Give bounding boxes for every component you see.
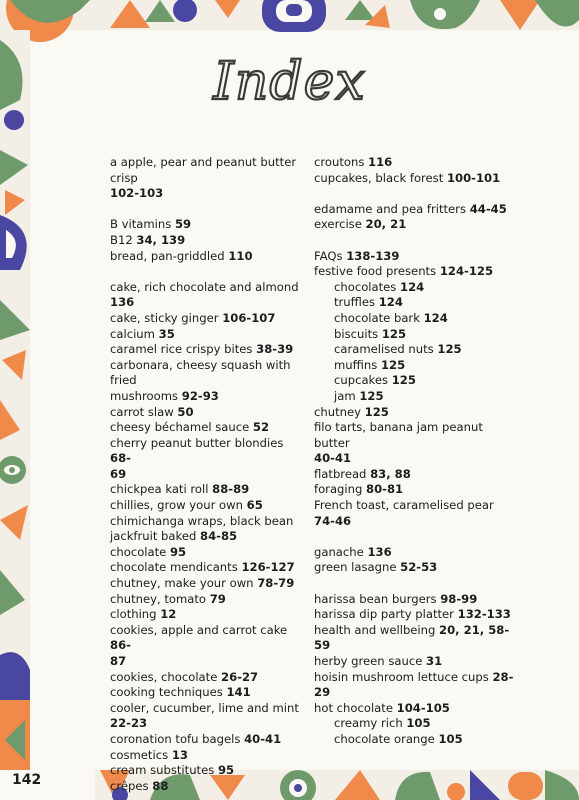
entry-pages: 88 (152, 778, 169, 793)
entry-term: chimichanga wraps, black bean (110, 513, 294, 528)
index-entry (110, 358, 305, 389)
entry-term: chillies, grow your own (110, 498, 247, 513)
entry-term: B12 (110, 232, 137, 247)
entry-gap (110, 202, 305, 218)
entry-term: harissa bean burgers (314, 591, 441, 606)
index-column-left (110, 155, 305, 794)
index-entry (110, 186, 305, 202)
entry-pages: 126-127 (241, 560, 295, 575)
index-entry (314, 405, 514, 421)
entry-term: chocolate bark (334, 310, 424, 325)
entry-pages: 26-27 (221, 669, 259, 684)
index-entry (110, 670, 305, 686)
index-entry (314, 451, 514, 467)
entry-term: hoisin mushroom lettuce cups (314, 669, 493, 684)
entry-pages: 59 (174, 217, 192, 232)
index-entry (314, 327, 514, 343)
index-entry (314, 311, 514, 327)
entry-pages: 79 (209, 591, 226, 606)
entry-term: edamame and pea fritters (314, 201, 470, 216)
entry-pages: 88-89 (212, 482, 250, 497)
entry-term: caramel rice crispy bites (110, 342, 257, 357)
entry-term: B vitamins (110, 217, 175, 232)
entry-term: creamy rich (334, 716, 407, 731)
index-entry (110, 482, 305, 498)
index-entry (314, 623, 514, 654)
index-entry (110, 498, 305, 514)
entry-term: health and wellbeing (314, 622, 440, 637)
entry-pages: 40-41 (244, 731, 282, 746)
entry-pages: 68- (110, 451, 131, 466)
entry-term: festive food presents (314, 264, 440, 279)
entry-term: cake, rich chocolate and almond (110, 279, 299, 294)
entry-pages: 102-103 (110, 186, 164, 201)
index-entry (314, 202, 514, 218)
entry-term: cake, sticky ginger (110, 310, 223, 325)
entry-term: ganache (314, 544, 368, 559)
entry-term: bread, pan-griddled (110, 248, 229, 263)
entry-pages: 125 (381, 326, 407, 341)
entry-term: chickpea kati roll (110, 482, 213, 497)
index-entry (110, 592, 305, 608)
entry-term: exercise (314, 217, 366, 232)
index-entry (314, 358, 514, 374)
entry-pages: 87 (110, 654, 127, 668)
index-entry (110, 389, 305, 405)
index-entry (314, 264, 514, 280)
entry-pages: 125 (364, 404, 389, 419)
index-entry (314, 560, 514, 576)
entry-pages: 105 (438, 731, 463, 746)
entry-pages: 34, 139 (136, 232, 186, 247)
entry-term: truffles (334, 295, 379, 310)
entry-term: green lasagne (314, 560, 401, 575)
entry-term: FAQs (314, 248, 347, 263)
entry-pages: 100-101 (446, 170, 501, 185)
entry-pages: 35 (158, 326, 175, 341)
entry-term: French toast, caramelised pear (314, 498, 494, 513)
index-entry (110, 280, 305, 311)
entry-pages: 138-139 (346, 248, 400, 263)
entry-term: cream substitutes (110, 763, 218, 778)
index-entry (314, 545, 514, 561)
entry-term: herby green sauce (314, 654, 427, 668)
index-entry (110, 436, 305, 467)
entry-term: cooler, cucumber, lime and mint (110, 700, 299, 715)
index-entry (314, 716, 514, 732)
index-entry (314, 701, 514, 717)
entry-pages: 83, 88 (370, 466, 411, 481)
index-entry (314, 670, 514, 686)
entry-pages: 136 (367, 544, 392, 559)
entry-gap (314, 186, 514, 202)
index-entry (314, 654, 514, 670)
entry-pages: 125 (437, 342, 462, 357)
entry-pages: 29 (314, 685, 331, 700)
entry-pages: 124 (378, 295, 403, 310)
index-entry (110, 420, 305, 436)
entry-term: cosmetics (110, 747, 172, 762)
entry-pages: 110 (228, 248, 253, 263)
index-entry (314, 155, 514, 171)
index-entry (110, 529, 305, 545)
entry-term: chocolate mendicants (110, 560, 242, 575)
entry-pages: 104-105 (396, 700, 450, 715)
index-entry (110, 685, 305, 701)
entry-pages: 69 (110, 466, 127, 481)
page-title: Index (213, 52, 366, 112)
entry-term: chutney, tomato (110, 591, 210, 606)
index-entry (314, 498, 514, 514)
entry-pages: 80-81 (366, 482, 404, 497)
index-entry (110, 249, 305, 265)
index-entry (314, 171, 514, 187)
entry-term: flatbread (314, 466, 371, 481)
entry-term: muffins (334, 357, 381, 372)
entry-term: croutons (314, 155, 369, 169)
page-number: 142 (12, 772, 42, 788)
entry-pages: 52 (252, 420, 270, 435)
entry-term: cookies, apple and carrot cake (110, 622, 288, 637)
index-entry (314, 685, 514, 701)
entry-term: a apple, pear and peanut butter crisp (110, 155, 297, 185)
entry-term: cupcakes, black forest (314, 170, 447, 185)
index-entry (110, 342, 305, 358)
entry-pages: 106-107 (222, 310, 276, 325)
index-entry (110, 748, 305, 764)
entry-term: clothing (110, 607, 161, 622)
entry-pages: 132-133 (457, 607, 511, 622)
entry-pages: 65 (246, 498, 263, 513)
index-entry (314, 420, 514, 451)
entry-pages: 124 (423, 310, 448, 325)
index-entry (314, 342, 514, 358)
index-entry (110, 467, 305, 483)
index-entry (110, 763, 305, 779)
entry-pages: 86- (110, 638, 131, 653)
entry-pages: 105 (406, 716, 431, 731)
entry-pages: 38-39 (256, 342, 294, 357)
entry-pages: 74-46 (314, 513, 352, 528)
entry-term: carrot slaw (110, 404, 178, 419)
index-entry (110, 311, 305, 327)
entry-pages: 84-85 (200, 529, 238, 544)
entry-pages: 136 (110, 295, 135, 310)
index-entry (110, 732, 305, 748)
entry-pages: 12 (160, 607, 177, 622)
entry-term: cookies, chocolate (110, 669, 222, 684)
index-entry (110, 654, 305, 670)
entry-pages: 78-79 (257, 576, 295, 591)
entry-pages: 125 (359, 388, 384, 403)
index-column-right (314, 155, 514, 748)
entry-pages: 124-125 (439, 264, 494, 279)
index-entry (314, 249, 514, 265)
index-entry (110, 779, 305, 795)
entry-pages: 22-23 (110, 716, 148, 731)
index-entry (110, 576, 305, 592)
index-entry (110, 623, 305, 654)
entry-pages: 116 (368, 155, 393, 169)
entry-term: caramelised nuts (334, 342, 438, 357)
entry-term: filo tarts, banana jam peanut butter (314, 420, 483, 450)
entry-pages: 95 (169, 544, 187, 559)
index-entry (314, 389, 514, 405)
entry-term: carbonara, cheesy squash with fried (110, 357, 291, 388)
index-entry (314, 482, 514, 498)
entry-pages: 20, 21, 58-59 (314, 622, 510, 653)
entry-pages: 124 (400, 279, 425, 294)
entry-term: coronation tofu bagels (110, 731, 245, 746)
entry-pages: 28- (492, 669, 514, 684)
index-entry (314, 295, 514, 311)
entry-pages: 40-41 (314, 451, 352, 466)
entry-term: foraging (314, 482, 367, 497)
entry-gap (314, 233, 514, 249)
index-entry (314, 514, 514, 530)
entry-term: cooking techniques (110, 685, 227, 700)
index-entry (110, 233, 305, 249)
index-entry (110, 607, 305, 623)
entry-pages: 13 (171, 747, 188, 762)
entry-pages: 98-99 (440, 591, 478, 606)
index-entry (314, 373, 514, 389)
entry-pages: 125 (380, 357, 406, 372)
index-entry (314, 217, 514, 233)
entry-term: crêpes (110, 778, 153, 793)
entry-pages: 50 (177, 404, 194, 419)
entry-term: cupcakes (334, 373, 392, 388)
entry-term: harissa dip party platter (314, 607, 458, 622)
index-entry (110, 545, 305, 561)
entry-term: chutney (314, 404, 365, 419)
index-entry (110, 701, 305, 717)
index-entry (110, 716, 305, 732)
entry-pages: 92-93 (181, 388, 219, 403)
index-entry (314, 732, 514, 748)
entry-pages: 141 (226, 685, 251, 700)
index-entry (110, 405, 305, 421)
index-entry (110, 514, 305, 530)
entry-term: chutney, make your own (110, 576, 258, 591)
entry-term: hot chocolate (314, 700, 397, 715)
entry-term: chocolate (110, 544, 170, 559)
entry-pages: 125 (391, 373, 416, 388)
entry-pages: 52-53 (400, 560, 438, 575)
entry-term: calcium (110, 326, 159, 341)
entry-term: jam (334, 388, 360, 403)
entry-gap (314, 576, 514, 592)
entry-term: cherry peanut butter blondies (110, 435, 284, 450)
entry-term: mushrooms (110, 388, 182, 403)
index-entry (314, 467, 514, 483)
index-entry (110, 155, 305, 186)
entry-pages: 20, 21 (365, 217, 407, 232)
entry-pages: 95 (217, 763, 235, 778)
index-entry (110, 217, 305, 233)
entry-gap (110, 264, 305, 280)
entry-term: chocolate orange (334, 731, 439, 746)
entry-term: jackfruit baked (110, 529, 201, 544)
index-entry (314, 592, 514, 608)
index-entry (314, 280, 514, 296)
index-entry (110, 560, 305, 576)
entry-pages: 44-45 (469, 201, 507, 216)
entry-term: cheesy béchamel sauce (110, 420, 253, 435)
entry-gap (314, 529, 514, 545)
index-entry (314, 607, 514, 623)
entry-pages: 31 (426, 654, 443, 668)
entry-term: biscuits (334, 326, 382, 341)
index-entry (110, 327, 305, 343)
entry-term: chocolates (334, 279, 401, 294)
